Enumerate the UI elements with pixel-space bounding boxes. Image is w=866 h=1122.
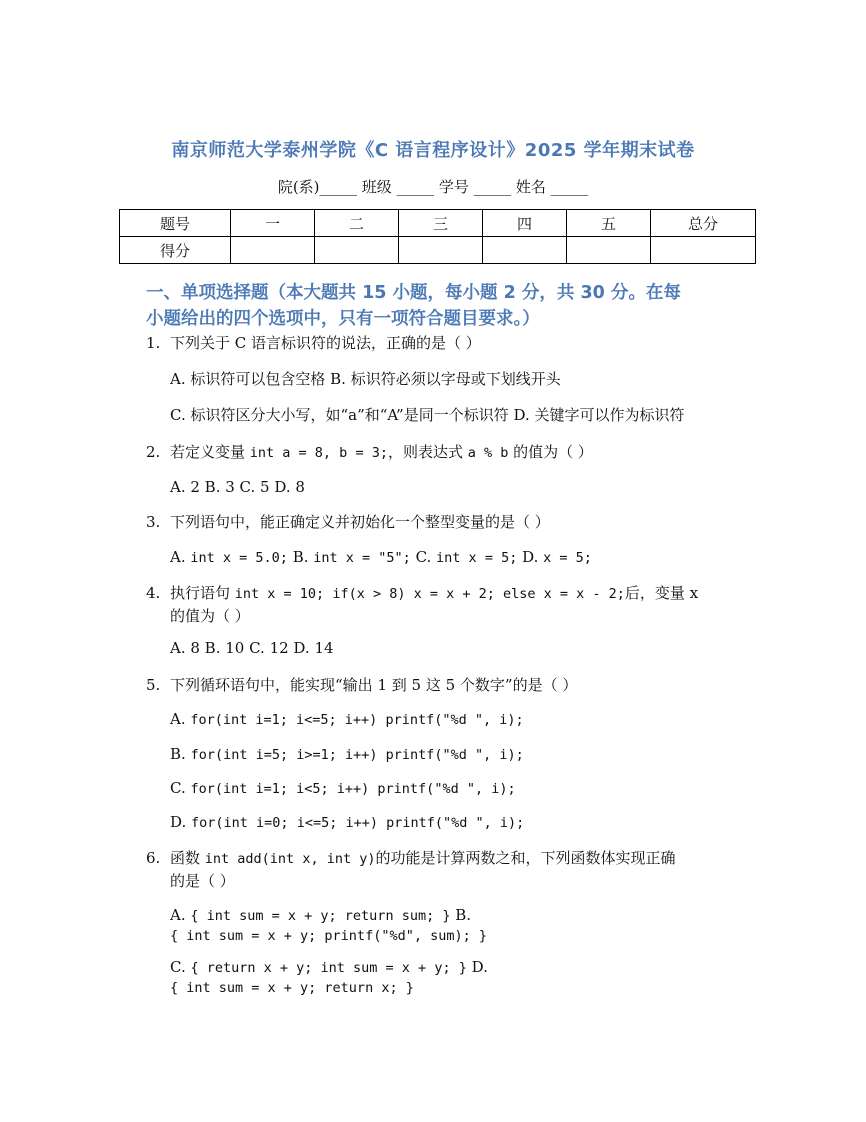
question-number: 3. [146,513,161,531]
options-line [170,978,770,998]
exam-title: 南京师范大学泰州学院《C 语言程序设计》2025 学年期末试卷 [171,140,695,161]
question-number: 4. [146,584,161,602]
score-cell[interactable] [231,237,315,264]
section-heading-line: 一、单项选择题（本大题共 15 小题，每小题 2 分，共 30 分。在每 [146,283,681,303]
score-cell[interactable] [567,237,651,264]
option-label: D. [170,813,192,831]
question-6-options-ab [170,906,770,946]
score-table-header-row [120,210,756,237]
stem-text: 的值为（ ） [170,607,250,625]
question-1-options-line-2: C. 标识符区分大小写，如“a”和“A”是同一个标识符 D. 关键字可以作为标识符 [170,406,685,424]
question-number: 5. [146,676,161,694]
section-one-heading [146,280,766,332]
option-label: B. [170,745,191,763]
option-code: for(int i=0; i<=5; i++) printf("%d ", i); [191,815,525,831]
score-header-cell: 三 [399,210,483,237]
option-label: C. [170,779,191,797]
stem-code: int a = 8, b = 3; [249,445,388,461]
stem-text: 若定义变量 [170,443,250,461]
question-5-option-c [170,779,770,799]
option-code: { int sum = x + y; return x; } [170,980,414,996]
score-cell[interactable] [399,237,483,264]
option-code: int x = 5.0; [190,550,288,566]
stem-text: ，则表达式 [387,443,468,461]
score-header-cell: 总分 [651,210,756,237]
question-1-options-line-1: A. 标识符可以包含空格 B. 标识符必须以字母或下划线开头 [170,370,561,388]
score-header-cell: 五 [567,210,651,237]
stem-text: 后，变量 x [624,584,699,602]
option-label: B. [450,906,472,924]
question-1 [146,332,766,354]
option-code: int x = "5"; [313,550,411,566]
option-code: for(int i=5; i>=1; i++) printf("%d ", i); [190,747,524,763]
stem-code: a % b [467,445,509,461]
question-number: 6. [146,849,161,867]
question-5-option-b [170,745,770,765]
question-number: 2. [146,443,161,461]
question-6-options-cd [170,958,770,998]
question-5-option-d [170,813,770,833]
stem-text: 的功能是计算两数之和，下列函数体实现正确 [375,849,676,867]
stem-text: 执行语句 [170,584,235,602]
option-label: D. [517,548,544,566]
score-header-cell: 题号 [120,210,231,237]
question-stem: 下列循环语句中，能实现“输出 1 到 5 这 5 个数字”的是（ ） [170,676,578,694]
question-2 [146,441,766,464]
question-3 [146,511,766,533]
question-4 [146,582,766,627]
stem-code: int x = 10; if(x > 8) x = x + 2; else x = x - 2; [234,586,625,602]
question-stem [170,847,766,892]
question-number: 1. [146,334,161,352]
option-label: B. [287,548,314,566]
stem-text: 的值为（ ） [508,443,593,461]
option-code: for(int i=1; i<5; i++) printf("%d ", i); [190,781,516,797]
option-label: D. [466,958,488,976]
question-5 [146,674,766,696]
option-label: A. [170,906,191,924]
stem-code: int add(int x, int y) [204,851,376,867]
options-line [170,926,770,946]
score-cell[interactable] [651,237,756,264]
stem-text: 函数 [170,849,205,867]
section-heading-line: 小题给出的四个选项中，只有一项符合题目要求。） [146,309,540,329]
question-2-options: A. 2 B. 3 C. 5 D. 8 [170,478,305,496]
option-code: int x = 5; [436,550,518,566]
question-3-options [170,548,770,568]
option-label: C. [410,548,437,566]
option-label: C. [170,958,191,976]
question-6 [146,847,766,892]
option-code: { return x + y; int sum = x + y; } [190,960,467,976]
student-info-line: 院(系)_____ 班级 _____ 学号 _____ 姓名 _____ [277,178,589,196]
score-table [119,209,756,264]
score-cell[interactable] [315,237,399,264]
score-header-cell: 二 [315,210,399,237]
option-code: { int sum = x + y; return sum; } [190,908,451,924]
score-header-cell: 一 [231,210,315,237]
option-code: { int sum = x + y; printf("%d", sum); } [170,928,487,944]
question-stem [170,582,766,627]
option-label: A. [170,710,191,728]
question-5-option-a [170,710,770,730]
question-stem: 下列语句中，能正确定义并初始化一个整型变量的是（ ） [170,513,550,531]
question-stem: 下列关于 C 语言标识符的说法，正确的是（ ） [170,334,481,352]
question-stem [170,441,766,464]
option-code: for(int i=1; i<=5; i++) printf("%d ", i); [190,712,524,728]
score-header-cell: 四 [483,210,567,237]
option-label: A. [170,548,191,566]
question-4-options: A. 8 B. 10 C. 12 D. 14 [170,639,334,657]
score-table-score-row [120,237,756,264]
option-code: x = 5; [543,550,592,566]
stem-text: 的是（ ） [170,872,235,890]
score-cell[interactable] [483,237,567,264]
options-line [170,906,770,926]
options-line [170,958,770,978]
score-row-label: 得分 [120,237,231,264]
